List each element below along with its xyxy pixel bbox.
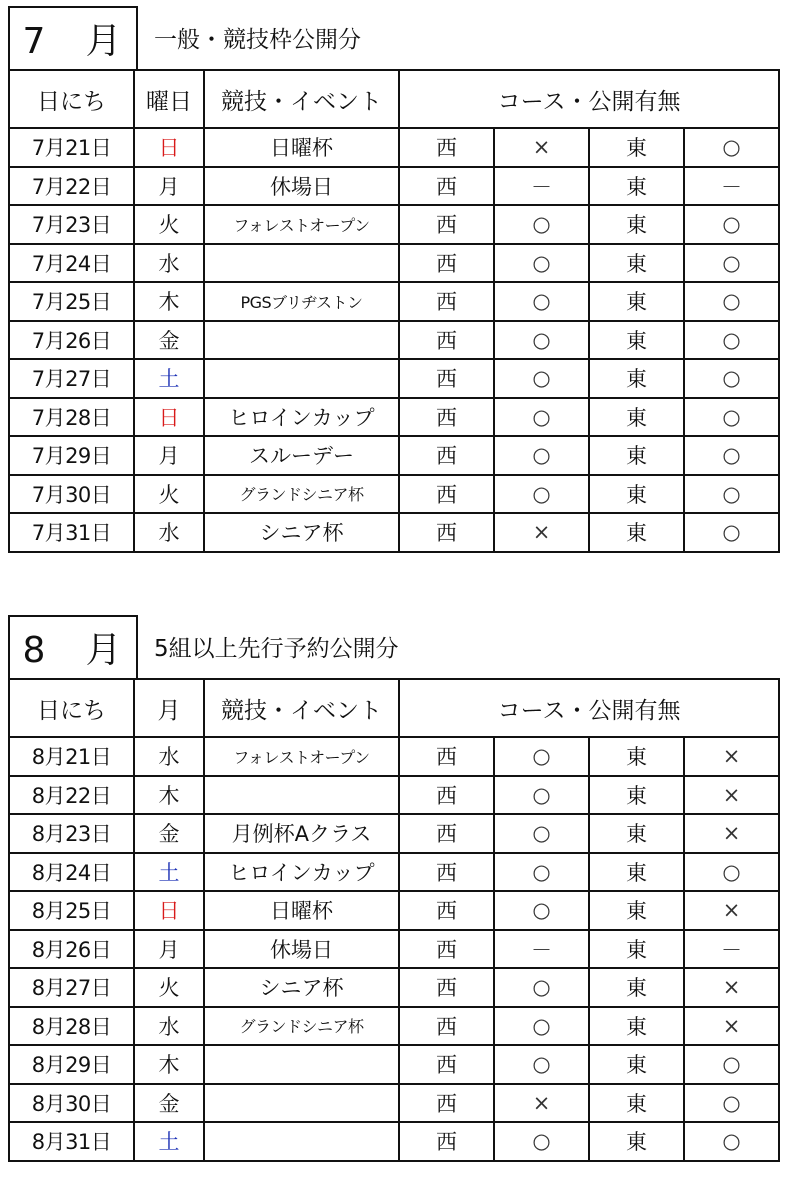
west-status-cell: － (494, 167, 589, 206)
table-row (9, 1084, 779, 1123)
july-header-row (9, 70, 779, 128)
weekday-cell: 火 (134, 475, 204, 514)
date-cell: 8月24日 (9, 853, 134, 892)
header-event: 競技・イベント (204, 70, 399, 128)
header-dow: 月 (134, 679, 204, 737)
weekday-cell: 水 (134, 513, 204, 552)
west-course-cell: 西 (399, 398, 494, 437)
july-month-label: 7 月 (8, 6, 138, 69)
date-cell: 7月31日 (9, 513, 134, 552)
east-course-cell: 東 (589, 1084, 684, 1123)
west-status-cell: ○ (494, 282, 589, 321)
weekday-cell: 水 (134, 737, 204, 776)
august-table-body (9, 737, 779, 1161)
west-status-cell: ○ (494, 436, 589, 475)
west-course-cell: 西 (399, 930, 494, 969)
west-status-cell: ○ (494, 737, 589, 776)
west-course-cell: 西 (399, 128, 494, 167)
west-status-cell: ○ (494, 968, 589, 1007)
east-status-cell: ○ (684, 359, 779, 398)
header-date: 日にち (9, 70, 134, 128)
west-course-cell: 西 (399, 475, 494, 514)
east-status-cell: ○ (684, 244, 779, 283)
table-row (9, 1045, 779, 1084)
weekday-cell: 木 (134, 282, 204, 321)
west-status-cell: ○ (494, 398, 589, 437)
weekday-cell: 火 (134, 205, 204, 244)
west-status-cell: × (494, 1084, 589, 1123)
west-status-cell: × (494, 128, 589, 167)
east-course-cell: 東 (589, 737, 684, 776)
date-cell: 7月30日 (9, 475, 134, 514)
east-course-cell: 東 (589, 776, 684, 815)
date-cell: 7月23日 (9, 205, 134, 244)
event-cell: グランドシニア杯 (204, 475, 399, 514)
header-event: 競技・イベント (204, 679, 399, 737)
table-row (9, 321, 779, 360)
east-status-cell: ○ (684, 128, 779, 167)
table-row (9, 968, 779, 1007)
west-course-cell: 西 (399, 167, 494, 206)
table-row (9, 398, 779, 437)
east-course-cell: 東 (589, 205, 684, 244)
west-status-cell: － (494, 930, 589, 969)
east-course-cell: 東 (589, 398, 684, 437)
west-course-cell: 西 (399, 321, 494, 360)
east-status-cell: × (684, 891, 779, 930)
date-cell: 7月28日 (9, 398, 134, 437)
date-cell: 7月22日 (9, 167, 134, 206)
date-cell: 7月26日 (9, 321, 134, 360)
east-course-cell: 東 (589, 513, 684, 552)
west-status-cell: ○ (494, 776, 589, 815)
weekday-cell: 金 (134, 1084, 204, 1123)
west-course-cell: 西 (399, 814, 494, 853)
west-course-cell: 西 (399, 776, 494, 815)
east-status-cell: ○ (684, 513, 779, 552)
date-cell: 8月30日 (9, 1084, 134, 1123)
event-cell: シニア杯 (204, 513, 399, 552)
east-course-cell: 東 (589, 1045, 684, 1084)
event-cell: スルーデー (204, 436, 399, 475)
east-status-cell: ○ (684, 398, 779, 437)
table-row (9, 128, 779, 167)
date-cell: 7月24日 (9, 244, 134, 283)
date-cell: 7月25日 (9, 282, 134, 321)
west-status-cell: ○ (494, 244, 589, 283)
weekday-cell: 木 (134, 1045, 204, 1084)
date-cell: 8月25日 (9, 891, 134, 930)
table-row (9, 891, 779, 930)
west-course-cell: 西 (399, 1084, 494, 1123)
east-course-cell: 東 (589, 436, 684, 475)
july-table-body (9, 128, 779, 552)
event-cell: グランドシニア杯 (204, 1007, 399, 1046)
east-course-cell: 東 (589, 282, 684, 321)
event-cell: シニア杯 (204, 968, 399, 1007)
west-status-cell: ○ (494, 205, 589, 244)
event-cell (204, 359, 399, 398)
east-course-cell: 東 (589, 359, 684, 398)
event-cell (204, 1084, 399, 1123)
east-status-cell: ○ (684, 205, 779, 244)
table-row (9, 737, 779, 776)
august-table (8, 678, 780, 1162)
event-cell (204, 1122, 399, 1161)
weekday-cell: 土 (134, 359, 204, 398)
date-cell: 8月22日 (9, 776, 134, 815)
date-cell: 8月27日 (9, 968, 134, 1007)
event-cell: ヒロインカップ (204, 853, 399, 892)
date-cell: 8月31日 (9, 1122, 134, 1161)
west-status-cell: ○ (494, 853, 589, 892)
west-status-cell: ○ (494, 891, 589, 930)
weekday-cell: 水 (134, 244, 204, 283)
table-row (9, 359, 779, 398)
event-cell (204, 1045, 399, 1084)
east-course-cell: 東 (589, 853, 684, 892)
date-cell: 7月27日 (9, 359, 134, 398)
east-course-cell: 東 (589, 891, 684, 930)
date-cell: 7月21日 (9, 128, 134, 167)
east-course-cell: 東 (589, 1007, 684, 1046)
west-status-cell: ○ (494, 359, 589, 398)
east-course-cell: 東 (589, 930, 684, 969)
date-cell: 8月21日 (9, 737, 134, 776)
west-course-cell: 西 (399, 513, 494, 552)
event-cell (204, 776, 399, 815)
july-title-row (8, 6, 778, 69)
header-course: コース・公開有無 (399, 70, 779, 128)
east-course-cell: 東 (589, 167, 684, 206)
east-course-cell: 東 (589, 1122, 684, 1161)
east-status-cell: ○ (684, 282, 779, 321)
weekday-cell: 火 (134, 968, 204, 1007)
west-status-cell: ○ (494, 1007, 589, 1046)
august-schedule (8, 615, 778, 1162)
header-course: コース・公開有無 (399, 679, 779, 737)
july-schedule (8, 6, 778, 553)
west-status-cell: ○ (494, 321, 589, 360)
august-section-title: 5組以上先行予約公開分 (154, 636, 399, 662)
date-cell: 7月29日 (9, 436, 134, 475)
west-status-cell: ○ (494, 1045, 589, 1084)
july-table (8, 69, 780, 553)
east-status-cell: ○ (684, 1045, 779, 1084)
east-course-cell: 東 (589, 244, 684, 283)
event-cell: PGSブリヂストン (204, 282, 399, 321)
august-title-row (8, 615, 778, 678)
date-cell: 8月29日 (9, 1045, 134, 1084)
table-row (9, 167, 779, 206)
east-course-cell: 東 (589, 814, 684, 853)
august-header-row (9, 679, 779, 737)
event-cell: 日曜杯 (204, 891, 399, 930)
west-course-cell: 西 (399, 282, 494, 321)
weekday-cell: 日 (134, 891, 204, 930)
west-course-cell: 西 (399, 1007, 494, 1046)
east-course-cell: 東 (589, 968, 684, 1007)
table-row (9, 1007, 779, 1046)
east-status-cell: － (684, 930, 779, 969)
weekday-cell: 月 (134, 436, 204, 475)
west-course-cell: 西 (399, 359, 494, 398)
august-month-label: 8 月 (8, 615, 138, 678)
event-cell: 休場日 (204, 167, 399, 206)
west-course-cell: 西 (399, 968, 494, 1007)
east-course-cell: 東 (589, 321, 684, 360)
east-status-cell: ○ (684, 475, 779, 514)
weekday-cell: 金 (134, 321, 204, 360)
east-status-cell: － (684, 167, 779, 206)
table-row (9, 282, 779, 321)
weekday-cell: 月 (134, 930, 204, 969)
event-cell: 休場日 (204, 930, 399, 969)
west-course-cell: 西 (399, 1045, 494, 1084)
east-status-cell: × (684, 968, 779, 1007)
west-course-cell: 西 (399, 1122, 494, 1161)
west-status-cell: ○ (494, 475, 589, 514)
weekday-cell: 日 (134, 128, 204, 167)
east-status-cell: × (684, 776, 779, 815)
west-course-cell: 西 (399, 436, 494, 475)
west-course-cell: 西 (399, 737, 494, 776)
table-row (9, 436, 779, 475)
weekday-cell: 月 (134, 167, 204, 206)
header-dow: 曜日 (134, 70, 204, 128)
west-status-cell: ○ (494, 814, 589, 853)
date-cell: 8月26日 (9, 930, 134, 969)
west-course-cell: 西 (399, 891, 494, 930)
east-status-cell: ○ (684, 321, 779, 360)
west-status-cell: × (494, 513, 589, 552)
table-row (9, 853, 779, 892)
table-row (9, 930, 779, 969)
west-course-cell: 西 (399, 853, 494, 892)
east-status-cell: ○ (684, 853, 779, 892)
west-course-cell: 西 (399, 205, 494, 244)
event-cell (204, 244, 399, 283)
event-cell (204, 321, 399, 360)
east-status-cell: × (684, 814, 779, 853)
table-row (9, 814, 779, 853)
east-status-cell: × (684, 737, 779, 776)
east-status-cell: ○ (684, 436, 779, 475)
event-cell: 日曜杯 (204, 128, 399, 167)
table-row (9, 475, 779, 514)
weekday-cell: 金 (134, 814, 204, 853)
weekday-cell: 土 (134, 853, 204, 892)
event-cell: フォレストオープン (204, 737, 399, 776)
table-row (9, 244, 779, 283)
east-status-cell: ○ (684, 1084, 779, 1123)
west-status-cell: ○ (494, 1122, 589, 1161)
table-row (9, 1122, 779, 1161)
event-cell: ヒロインカップ (204, 398, 399, 437)
weekday-cell: 水 (134, 1007, 204, 1046)
header-date: 日にち (9, 679, 134, 737)
table-row (9, 513, 779, 552)
weekday-cell: 木 (134, 776, 204, 815)
table-row (9, 205, 779, 244)
weekday-cell: 日 (134, 398, 204, 437)
east-status-cell: ○ (684, 1122, 779, 1161)
event-cell: 月例杯Aクラス (204, 814, 399, 853)
east-course-cell: 東 (589, 128, 684, 167)
date-cell: 8月28日 (9, 1007, 134, 1046)
east-course-cell: 東 (589, 475, 684, 514)
july-section-title: 一般・競技枠公開分 (154, 27, 361, 53)
east-status-cell: × (684, 1007, 779, 1046)
weekday-cell: 土 (134, 1122, 204, 1161)
west-course-cell: 西 (399, 244, 494, 283)
event-cell: フォレストオープン (204, 205, 399, 244)
table-row (9, 776, 779, 815)
date-cell: 8月23日 (9, 814, 134, 853)
